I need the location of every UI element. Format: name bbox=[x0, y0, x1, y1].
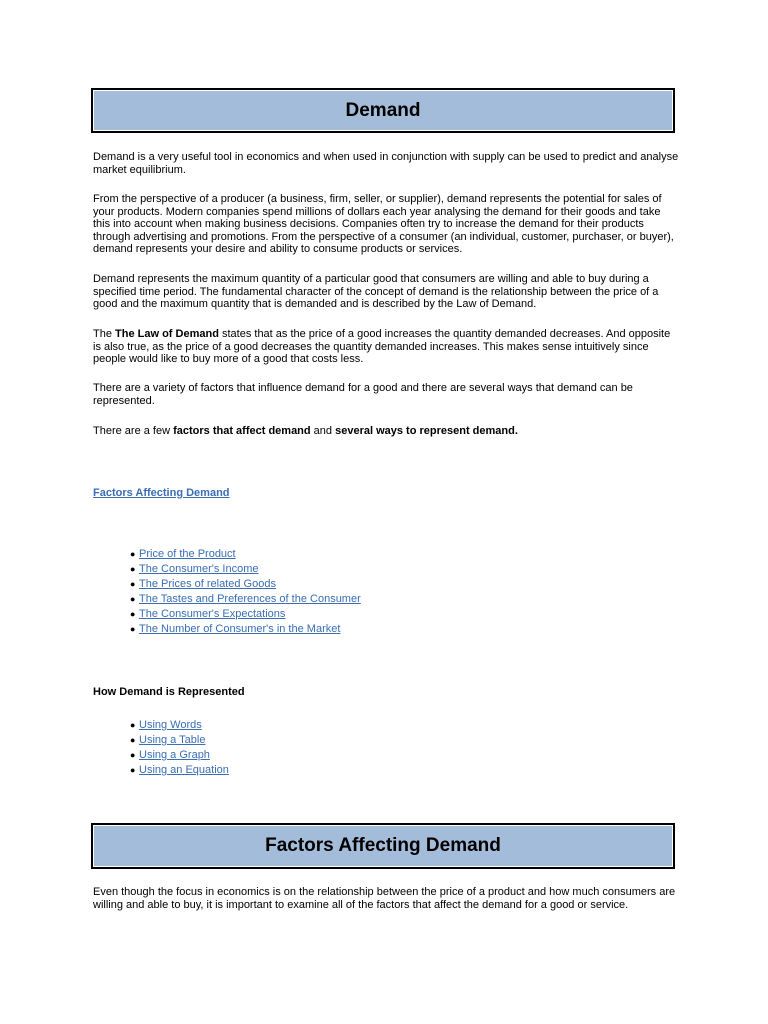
paragraph-factors-section-intro: Even though the focus in economics is on the relationship between the price of a product and how much consumers are willing and able to buy, it is important to examine all of the factors that affect the demand for a good or service. bbox=[93, 886, 676, 911]
law-text-pre: The bbox=[93, 328, 116, 340]
factor-link-number-of-consumers[interactable]: The Number of Consumer's in the Market bbox=[139, 623, 341, 636]
paragraph-producer-perspective: From the perspective of a producer (a business, firm, seller, or supplier), demand represents the potential for sales of your products. Modern companies spend millions of dollars each year analysing the demand for their goods and take this into account when making business decisions. Companies often try to increase the demand for their products through advertising and promotions. From the perspective of a consumer (an individual, customer, purchaser, or buyer), demand represents your desire and ability to consume products or services. bbox=[93, 193, 674, 256]
way-link-words[interactable]: Using Words bbox=[139, 719, 202, 731]
how-demand-represented-heading: How Demand is Represented bbox=[93, 686, 245, 698]
list-item bbox=[130, 763, 229, 778]
bullet-icon: ● bbox=[130, 609, 136, 620]
paragraph-overview bbox=[93, 425, 679, 438]
list-item bbox=[130, 547, 361, 562]
factor-link-price[interactable]: Price of the Product bbox=[139, 548, 236, 560]
paragraph-definition: Demand represents the maximum quantity of a particular good that consumers are willing and able to buy during a specified time period. The fundamental character of the concept of demand is the relationship between the price of a good and the maximum quantity that is demanded and is described by the Law of Demand. bbox=[93, 273, 659, 311]
bullet-icon: ● bbox=[130, 549, 136, 559]
factors-list bbox=[130, 547, 361, 638]
ways-list bbox=[130, 718, 229, 778]
way-link-equation[interactable]: Using an Equation bbox=[139, 764, 229, 777]
law-text-post: states that as the price of a good increases the quantity demanded decreases. And opposite is also true, as the price of a good decreases the quantity demanded increases. This makes sense intuitively since people would like to buy more of a good that costs less. bbox=[93, 328, 671, 366]
overview-bold-ways: several ways to represent demand. bbox=[335, 425, 518, 437]
factor-link-expectations[interactable]: The Consumer's Expectations bbox=[139, 608, 286, 621]
list-item bbox=[130, 733, 229, 748]
list-item bbox=[130, 607, 361, 622]
way-link-graph[interactable]: Using a Graph bbox=[139, 749, 210, 762]
bullet-icon: ● bbox=[130, 720, 136, 730]
factor-link-related-goods[interactable]: The Prices of related Goods bbox=[139, 578, 276, 591]
bullet-icon: ● bbox=[130, 579, 136, 590]
factors-affecting-demand-link[interactable]: Factors Affecting Demand bbox=[93, 487, 230, 499]
list-item bbox=[130, 577, 361, 592]
bullet-icon: ● bbox=[130, 624, 136, 635]
bullet-icon: ● bbox=[130, 594, 136, 605]
bullet-icon: ● bbox=[130, 750, 136, 761]
way-link-table[interactable]: Using a Table bbox=[139, 734, 206, 747]
paragraph-factors-intro: There are a variety of factors that influence demand for a good and there are several ways that demand can be represented. bbox=[93, 382, 633, 407]
list-item bbox=[130, 748, 229, 763]
section-title-factors-affecting-demand bbox=[91, 823, 675, 869]
bullet-icon: ● bbox=[130, 735, 136, 746]
factor-link-tastes[interactable]: The Tastes and Preferences of the Consumer bbox=[139, 593, 361, 606]
section-title-text: Demand bbox=[345, 100, 421, 121]
list-item bbox=[130, 592, 361, 607]
bullet-icon: ● bbox=[130, 564, 136, 575]
law-of-demand-term: The Law of Demand bbox=[115, 328, 219, 340]
overview-bold-factors: factors that affect demand bbox=[173, 425, 311, 437]
paragraph-intro: Demand is a very useful tool in economics and when used in conjunction with supply can be used to predict and analyse market equilibrium. bbox=[93, 151, 679, 176]
bullet-icon: ● bbox=[130, 765, 136, 776]
factor-link-income[interactable]: The Consumer's Income bbox=[139, 563, 259, 576]
overview-text-pre: There are a few bbox=[93, 425, 174, 437]
overview-text-mid: and bbox=[310, 425, 336, 437]
section-title-text: Factors Affecting Demand bbox=[265, 835, 501, 856]
list-item bbox=[130, 718, 229, 733]
section-title-demand bbox=[91, 88, 675, 133]
paragraph-law-of-demand bbox=[93, 328, 679, 366]
list-item bbox=[130, 562, 361, 577]
list-item bbox=[130, 622, 361, 637]
